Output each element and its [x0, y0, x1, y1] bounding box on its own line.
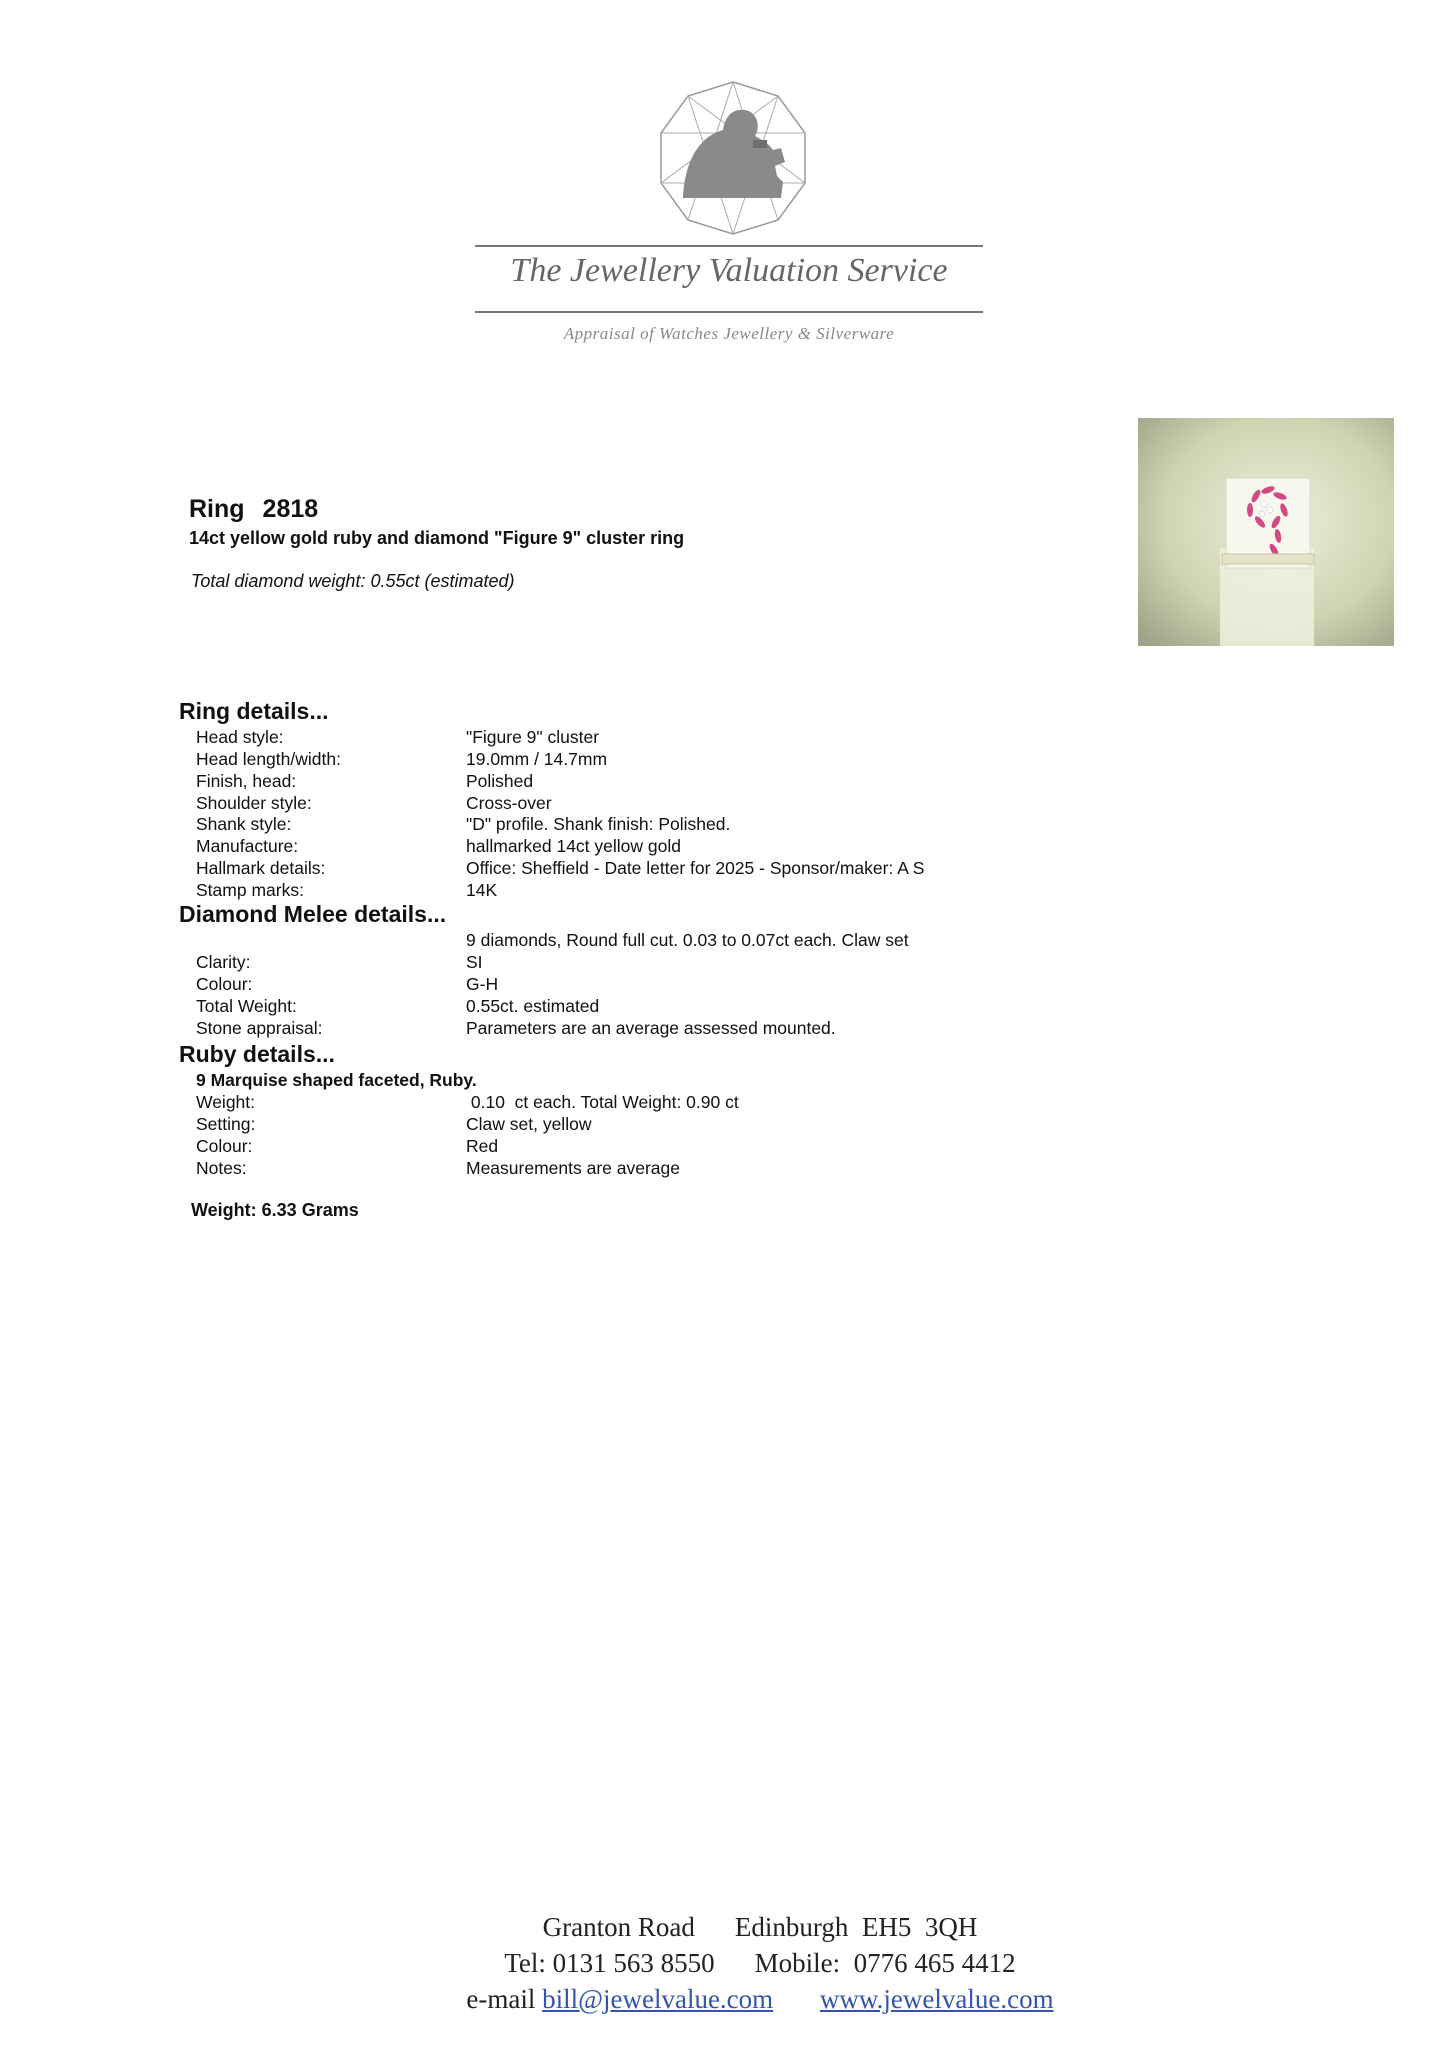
- ruby-details-heading: Ruby details...: [179, 1041, 335, 1067]
- detail-row: [196, 836, 681, 857]
- footer-email-label: e-mail: [466, 1984, 536, 2014]
- detail-value: Cross-over: [466, 793, 552, 813]
- detail-row: [196, 858, 925, 879]
- item-description: 14ct yellow gold ruby and diamond "Figure 9" cluster ring: [189, 528, 685, 548]
- detail-label: Setting:: [196, 1114, 256, 1134]
- detail-label: Stamp marks:: [196, 880, 304, 900]
- detail-row: [196, 1136, 499, 1157]
- detail-row: [196, 952, 483, 973]
- item-number: 2818: [262, 495, 319, 523]
- company-name: The Jewellery Valuation Service: [510, 252, 948, 289]
- detail-row: [196, 814, 731, 835]
- detail-value: SI: [466, 952, 483, 972]
- detail-label: Stone appraisal:: [196, 1018, 323, 1038]
- detail-label: Colour:: [196, 1136, 253, 1156]
- detail-value: Red: [466, 1136, 499, 1156]
- item-type: Ring: [189, 495, 245, 523]
- detail-value: 0.55ct. estimated: [466, 996, 600, 1016]
- footer-mobile: Mobile: 0776 465 4412: [754, 1948, 1016, 1978]
- email-link[interactable]: bill@jewelvalue.com: [542, 1984, 774, 2014]
- detail-label: Manufacture:: [196, 836, 299, 856]
- detail-value: Parameters are an average assessed mounted.: [466, 1018, 836, 1038]
- ruby-cluster-ring-photo: [1138, 418, 1394, 646]
- detail-value: 14K: [466, 880, 498, 900]
- detail-row: [196, 974, 499, 995]
- detail-value: Polished: [466, 771, 534, 791]
- detail-label: Hallmark details:: [196, 858, 326, 878]
- detail-label: Weight:: [196, 1092, 256, 1112]
- detail-value: "D" profile. Shank finish: Polished.: [466, 814, 731, 834]
- detail-value: Office: Sheffield - Date letter for 2025 - Sponsor/maker: A S: [466, 858, 925, 878]
- company-tagline: Appraisal of Watches Jewellery & Silverware: [563, 324, 895, 343]
- detail-label: Shank style:: [196, 814, 292, 834]
- detail-row: [196, 749, 608, 770]
- detail-value: 0.10 ct each. Total Weight: 0.90 ct: [466, 1092, 739, 1112]
- detail-value: 19.0mm / 14.7mm: [466, 749, 608, 769]
- diamond-details-heading: Diamond Melee details...: [179, 901, 447, 927]
- detail-label: Shoulder style:: [196, 793, 312, 813]
- footer-contact: [380, 1984, 1140, 2015]
- ruby-summary: 9 Marquise shaped faceted, Ruby.: [196, 1070, 477, 1090]
- detail-label: Colour:: [196, 974, 253, 994]
- total-weight: Weight: 6.33 Grams: [191, 1200, 359, 1220]
- detail-label: Total Weight:: [196, 996, 297, 1016]
- detail-row: [196, 1092, 739, 1113]
- item-title: [189, 495, 318, 524]
- detail-row: [196, 1158, 680, 1179]
- detail-value: "Figure 9" cluster: [466, 727, 600, 747]
- detail-row: [196, 996, 600, 1017]
- detail-value: G-H: [466, 974, 499, 994]
- detail-row: [196, 793, 552, 814]
- detail-label: Head length/width:: [196, 749, 341, 769]
- footer-city: Edinburgh EH5 3QH: [734, 1912, 978, 1942]
- footer-street: Granton Road: [542, 1912, 695, 1942]
- detail-label: Head style:: [196, 727, 284, 747]
- website-link[interactable]: www.jewelvalue.com: [819, 1984, 1054, 2014]
- detail-row: [196, 771, 534, 792]
- detail-label: Notes:: [196, 1158, 247, 1178]
- diamond-jeweller-logo-icon: [653, 78, 813, 238]
- detail-row: [196, 1018, 836, 1039]
- detail-value: hallmarked 14ct yellow gold: [466, 836, 681, 856]
- detail-row: [196, 727, 600, 748]
- footer-tel: Tel: 0131 563 8550: [504, 1948, 715, 1978]
- detail-row: [196, 1114, 592, 1135]
- detail-row: [196, 880, 498, 901]
- detail-value: Measurements are average: [466, 1158, 680, 1178]
- diamond-total-weight: Total diamond weight: 0.55ct (estimated): [191, 571, 515, 591]
- detail-label: Clarity:: [196, 952, 251, 972]
- detail-label: Finish, head:: [196, 771, 297, 791]
- footer-phones: [380, 1948, 1140, 1979]
- ring-details-heading: Ring details...: [179, 698, 329, 724]
- detail-value: Claw set, yellow: [466, 1114, 592, 1134]
- diamond-summary: 9 diamonds, Round full cut. 0.03 to 0.07ct each. Claw set: [466, 930, 909, 950]
- footer-address: [380, 1912, 1140, 1943]
